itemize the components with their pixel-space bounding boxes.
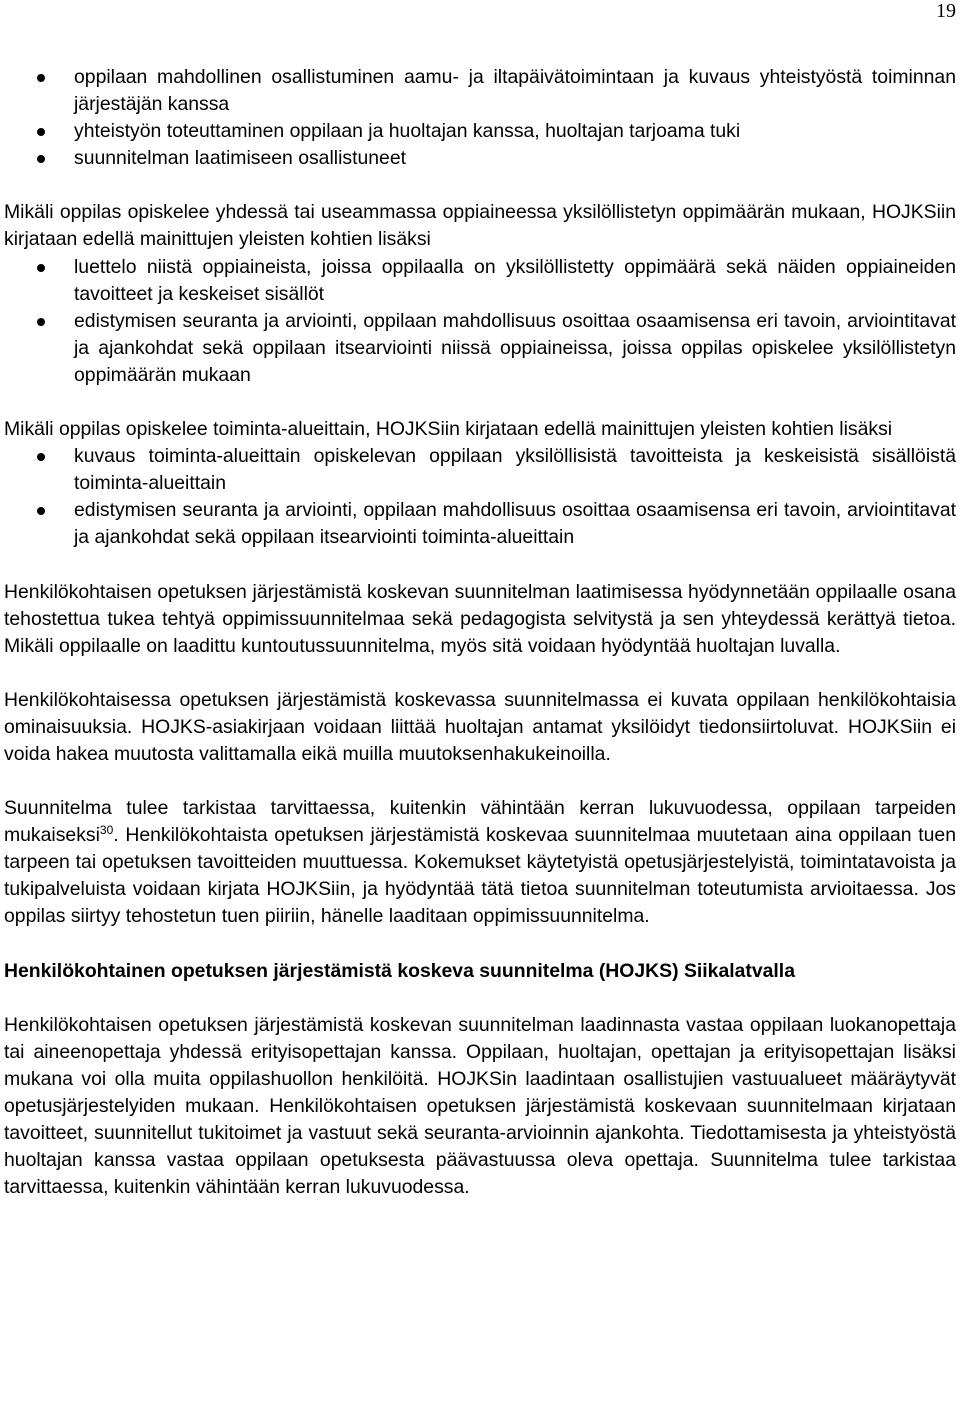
- footnote-reference: 30: [99, 823, 114, 838]
- list-item: luettelo niistä oppiaineista, joissa oppilaalla on yksilöllistetty oppimäärä sekä näiden oppiaineiden tavoitteet ja keskeiset sisällöt: [4, 254, 956, 308]
- paragraph-text: . Henkilökohtaista opetuksen järjestämistä koskevaa suunnitelmaa muutetaan aina oppilaan tuen tarpeen tai opetuksen tavoitteiden muuttuessa. Kokemukset käytetyistä opetusjärjestelyistä, toimintatavoista ja tukipalveluista voidaan kirjata HOJKSiin, ja hyödyntää tätä tietoa suunnitelman toteutumista arvioitaessa. Jos oppilas siirtyy tehostetun tuen piiriin, hänelle laaditaan oppimissuunnitelma.: [4, 824, 956, 928]
- list-item: edistymisen seuranta ja arviointi, oppilaan mahdollisuus osoittaa osaamisensa eri tavoin, arviointitavat ja ajankohdat sekä oppilaan itsearviointi toiminta-alueittain: [4, 497, 956, 551]
- page-number: 19: [936, 0, 956, 22]
- paragraph-text: Suunnitelma tulee tarkistaa tarvittaessa, kuitenkin vähintään kerran lukuvuodessa, oppilaan tarpeiden mukaiseksi: [4, 797, 956, 847]
- paragraph-plan-review: [4, 795, 956, 930]
- paragraph-plan-preparation: Henkilökohtaisen opetuksen järjestämistä koskevan suunnitelman laatimisessa hyödynnetään oppilaalle osana tehostettua tukea tehtyä oppimissuunnitelmaa sekä pedagogista selvitystä ja sen yhteydessä kerättyä tietoa. Mikäli oppilaalle on laadittu kuntoutussuunnitelma, myös sitä voidaan hyödyntää huoltajan luvalla.: [4, 580, 956, 657]
- list-item: kuvaus toiminta-alueittain opiskelevan oppilaan yksilöllisistä tavoitteista ja keskeisistä sisällöistä toiminta-alueittain: [4, 443, 956, 497]
- bullet-list-individualized: [4, 254, 956, 389]
- paragraph-individualized-syllabus: Mikäli oppilas opiskelee yhdessä tai useammassa oppiaineessa yksilöllistetyn oppimäärän mukaan, HOJKSiin kirjataan edellä mainittujen yleisten kohtien lisäksi: [4, 201, 956, 251]
- list-item: oppilaan mahdollinen osallistuminen aamu- ja iltapäivätoimintaan ja kuvaus yhteistyöstä toiminnan järjestäjän kanssa: [4, 64, 956, 118]
- list-item: edistymisen seuranta ja arviointi, oppilaan mahdollisuus osoittaa osaamisensa eri tavoin, arviointitavat ja ajankohdat sekä oppilaan itsearviointi niissä oppiaineissa, joissa oppilas opiskelee yksilöllistetyn oppimäärän mukaan: [4, 308, 956, 389]
- bullet-list-cooperation: [4, 64, 956, 172]
- bullet-list-activity-areas: [4, 443, 956, 551]
- section-heading: Henkilökohtainen opetuksen järjestämistä koskeva suunnitelma (HOJKS) Siikalatvalla: [4, 959, 795, 982]
- paragraph-activity-areas: Mikäli oppilas opiskelee toiminta-alueittain, HOJKSiin kirjataan edellä mainittujen yleisten kohtien lisäksi: [4, 418, 893, 441]
- paragraph-siikalatva-process: Henkilökohtaisen opetuksen järjestämistä koskevan suunnitelman laadinnasta vastaa oppilaan luokanopettaja tai aineenopettaja yhdessä erityisopettajan kanssa. Oppilaan, huoltajan, opettajan ja erityisopettajan lisäksi mukana voi olla muita oppilashuollon henkilöitä. HOJKSin laadintaan osallistujien vastuualueet määräytyvät opetusjärjestelyiden mukaan. Henkilökohtaisen opetuksen järjestämistä koskevaan suunnitelmaan kirjataan tavoitteet, suunnitellut tukitoimet ja vastuut sekä seuranta-arvioinnin ajankohta. Tiedottamisesta ja yhteistyöstä huoltajan kanssa vastaa oppilaan opetuksesta päävastuussa oleva opettaja. Suunnitelma tulee tarkistaa tarvittaessa, kuitenkin vähintään kerran lukuvuodessa.: [4, 1013, 956, 1199]
- paragraph-personal-properties: Henkilökohtaisessa opetuksen järjestämistä koskevassa suunnitelmassa ei kuvata oppilaan henkilökohtaisia ominaisuuksia. HOJKS-asiakirjaan voidaan liittää huoltajan antamat yksilöidyt tiedonsiirtoluvat. HOJKSiin ei voida hakea muutosta valittamalla eikä muilla muutoksenhakukeinoilla.: [4, 688, 956, 765]
- list-item: suunnitelman laatimiseen osallistuneet: [4, 145, 956, 172]
- document-body: [4, 64, 956, 1201]
- list-item: yhteistyön toteuttaminen oppilaan ja huoltajan kanssa, huoltajan tarjoama tuki: [4, 118, 956, 145]
